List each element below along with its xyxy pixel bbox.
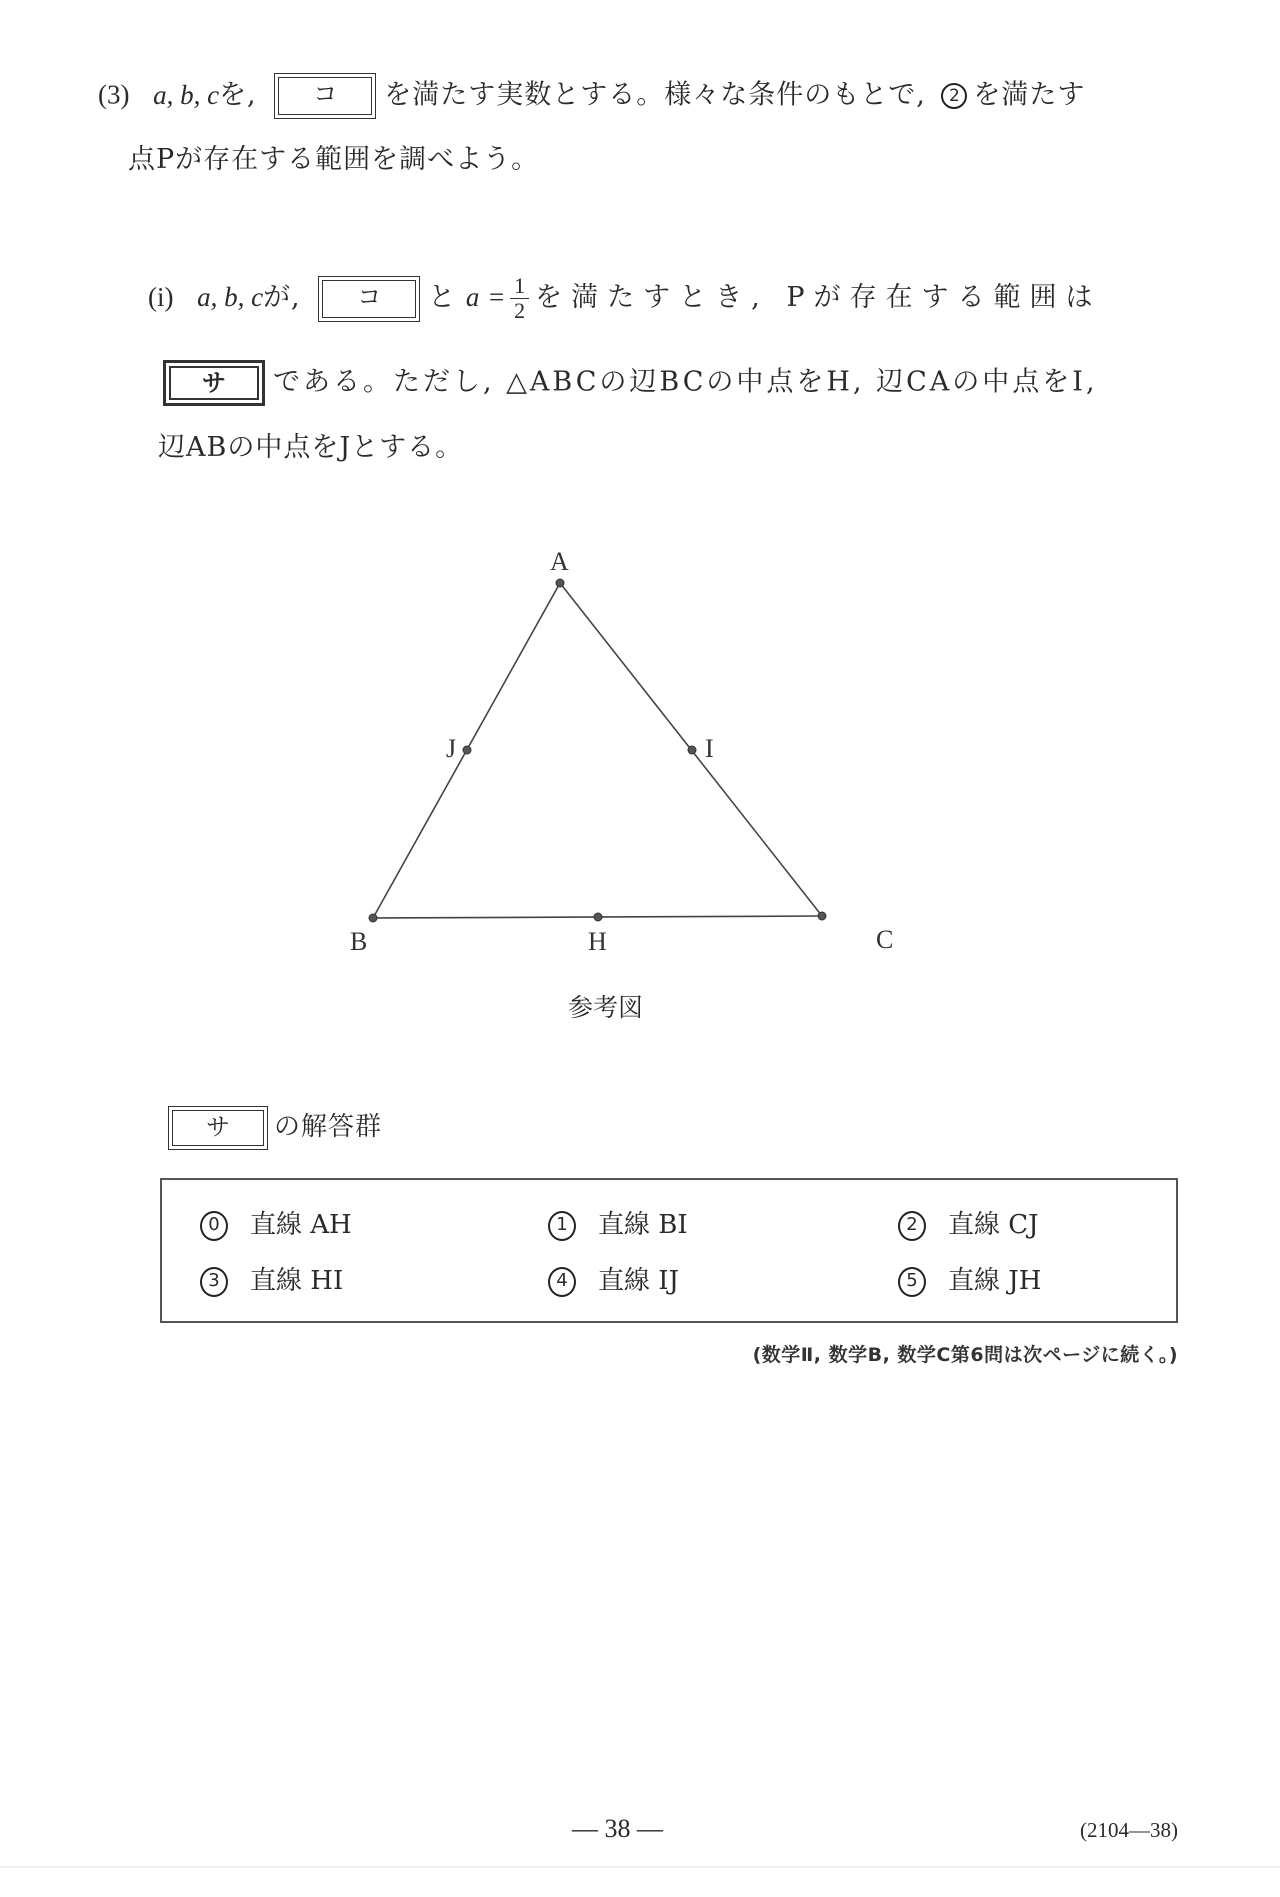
sub-i-label: (i) [148, 282, 174, 312]
point-j-dot [463, 746, 471, 754]
page-code: (2104—38) [1080, 1818, 1178, 1842]
eq-sign: = [488, 282, 505, 312]
sub-i-line2-text: である。ただし, △ABCの辺BCの中点をH, 辺CAの中点をI, [273, 366, 1098, 398]
sub-i-vars: a, b, c [197, 282, 264, 312]
circled-number-icon: 5 [898, 1267, 926, 1297]
circled-number-icon: 0 [200, 1211, 228, 1241]
part3-vars: a, b, c [153, 79, 220, 110]
part3-text-after-box: を満たす実数とする。様々な条件のもとで, [384, 79, 936, 111]
label-a: A [550, 547, 569, 576]
sub-i-text-after-box: と [428, 282, 457, 313]
part3-text-before-box: を, [219, 79, 257, 111]
eq-var: a [465, 282, 480, 312]
circled-number-icon: 1 [548, 1211, 576, 1241]
label-b: B [350, 927, 368, 956]
bottom-divider [0, 1866, 1280, 1868]
point-c-dot [818, 912, 826, 920]
answer-choices-box [160, 1178, 1178, 1323]
label-i: I [705, 734, 714, 763]
answer-box-ko[interactable]: コ [274, 73, 376, 119]
label-j: J [446, 734, 457, 763]
point-b-dot [369, 914, 377, 922]
sub-i-line3: 辺ABの中点をJとする。 [158, 432, 464, 463]
answer-box-ko[interactable]: コ [318, 276, 420, 322]
choice-5[interactable]: 5 直線 JH [898, 1264, 1041, 1298]
label-c: C [876, 925, 894, 954]
part3-label: (3) [98, 79, 130, 110]
part3-line2: 点Pが存在する範囲を調べよう。 [128, 144, 540, 175]
continuation-note: (数学Ⅱ, 数学B, 数学C第6問は次ページに続く。) [752, 1344, 1178, 1366]
answer-box-sa-ref: サ [168, 1106, 268, 1150]
choice-4[interactable]: 4 直線 IJ [548, 1264, 679, 1298]
choice-3[interactable]: 3 直線 HI [200, 1264, 343, 1298]
choice-2[interactable]: 2 直線 CJ [898, 1208, 1039, 1242]
circled-number-icon: 4 [548, 1267, 576, 1297]
point-a-dot [556, 579, 564, 587]
figure-caption: 参考図 [568, 993, 644, 1022]
answer-group-title: の解答群 [274, 1112, 383, 1142]
choice-0[interactable]: 0 直線 AH [200, 1208, 352, 1242]
circled-number-icon: 2 [898, 1211, 926, 1241]
point-h-dot [594, 913, 602, 921]
circled-2-ref: 2 [941, 83, 967, 109]
point-i-dot [688, 746, 696, 754]
label-h: H [588, 927, 607, 956]
circled-number-icon: 3 [200, 1267, 228, 1297]
choice-1[interactable]: 1 直線 BI [548, 1208, 688, 1242]
sub-i-text-before-box: が, [263, 282, 301, 313]
answer-group-heading [160, 1106, 382, 1150]
answer-box-sa[interactable]: サ [163, 360, 265, 406]
part3-text-after-ref: を満たす [973, 79, 1086, 111]
sub-i-text-after-frac: を満たすとき, Pが存在する範囲は [535, 282, 1102, 313]
fraction-one-half: $\frac{1}{2}$ [510, 274, 529, 323]
page-number: — 38 — [572, 1814, 663, 1843]
